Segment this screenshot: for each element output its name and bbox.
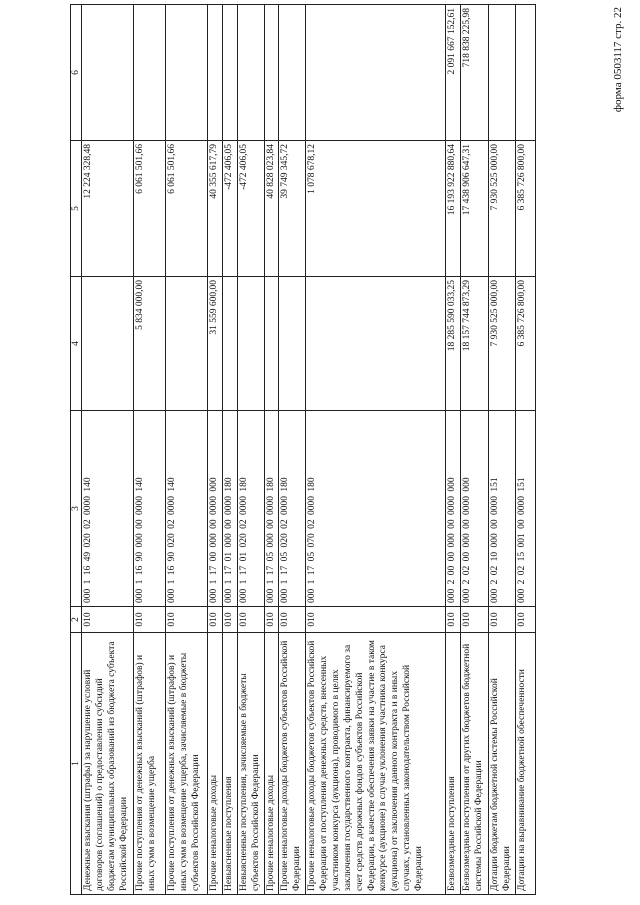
row-approved-amount (279, 277, 306, 411)
row-line-code: 010 (264, 607, 279, 633)
column-number: 1 (71, 633, 82, 895)
row-unexecuted-amount (82, 5, 134, 141)
column-number: 3 (71, 411, 82, 607)
row-unexecuted-amount (208, 5, 223, 141)
column-number: 2 (71, 607, 82, 633)
row-approved-amount (264, 277, 279, 411)
row-executed-amount: 40 828 023,84 (264, 141, 279, 277)
row-line-code: 010 (279, 607, 306, 633)
row-unexecuted-amount (166, 5, 208, 141)
row-approved-amount (306, 277, 446, 411)
row-executed-amount: 40 355 617,79 (208, 141, 223, 277)
row-line-code: 010 (461, 607, 489, 633)
column-number-row (71, 5, 82, 895)
table-row (134, 5, 166, 895)
table-row (82, 5, 134, 895)
row-unexecuted-amount (279, 5, 306, 141)
row-income-code: 000 1 17 05 070 02 0000 180 (306, 411, 446, 607)
row-income-code: 000 2 02 00 000 00 0000 000 (461, 411, 489, 607)
row-name: Невыясненные поступления (222, 633, 237, 895)
row-income-code: 000 1 16 90 000 00 0000 140 (134, 411, 166, 607)
column-number: 6 (71, 5, 82, 141)
row-approved-amount: 18 285 590 033,25 (446, 277, 461, 411)
row-name: Прочие поступления от денежных взысканий (штрафов) и иных сумм в возмещение ущерба, зачисляемые в бюджеты субъектов Российской Федерации (166, 633, 208, 895)
row-line-code: 010 (208, 607, 223, 633)
table-row (489, 5, 516, 895)
row-executed-amount: 12 224 328,48 (82, 141, 134, 277)
row-income-code: 000 1 16 90 020 02 0000 140 (166, 411, 208, 607)
row-executed-amount: 39 749 345,72 (279, 141, 306, 277)
row-approved-amount: 7 930 525 000,00 (489, 277, 516, 411)
table-row (279, 5, 306, 895)
row-executed-amount: -472 406,05 (237, 141, 264, 277)
row-line-code: 010 (166, 607, 208, 633)
row-executed-amount: 7 930 525 000,00 (489, 141, 516, 277)
row-unexecuted-amount (134, 5, 166, 141)
row-line-code: 010 (306, 607, 446, 633)
row-approved-amount: 18 157 744 873,29 (461, 277, 489, 411)
row-line-code: 010 (237, 607, 264, 633)
row-approved-amount: 5 834 000,00 (134, 277, 166, 411)
row-name: Прочие неналоговые доходы (264, 633, 279, 895)
row-income-code: 000 1 17 00 000 00 0000 000 (208, 411, 223, 607)
row-unexecuted-amount (237, 5, 264, 141)
row-income-code: 000 1 17 05 000 00 0000 180 (264, 411, 279, 607)
row-line-code: 010 (515, 607, 535, 633)
table-row (166, 5, 208, 895)
row-unexecuted-amount (264, 5, 279, 141)
row-name: Невыясненные поступления, зачисляемые в бюджеты субъектов Российской Федерации (237, 633, 264, 895)
budget-report-table (70, 4, 536, 895)
table-row (237, 5, 264, 895)
row-income-code: 000 2 02 10 000 00 0000 151 (489, 411, 516, 607)
table-row (222, 5, 237, 895)
row-income-code: 000 1 17 01 020 02 0000 180 (237, 411, 264, 607)
form-number-label: форма 0503117 стр. 22 (612, 7, 624, 113)
row-unexecuted-amount (515, 5, 535, 141)
column-number: 4 (71, 277, 82, 411)
row-name: Прочие неналоговые доходы (208, 633, 223, 895)
row-name: Дотации на выравнивание бюджетной обеспеченности (515, 633, 535, 895)
row-income-code: 000 2 00 00 000 00 0000 000 (446, 411, 461, 607)
row-executed-amount: 6 061 501,66 (166, 141, 208, 277)
row-executed-amount: 17 438 906 647,31 (461, 141, 489, 277)
row-executed-amount: 16 193 922 880,64 (446, 141, 461, 277)
row-unexecuted-amount (489, 5, 516, 141)
table-row (446, 5, 461, 895)
row-name: Безвозмездные поступления от других бюджетов бюджетной системы Российской Федерации (461, 633, 489, 895)
row-approved-amount (82, 277, 134, 411)
row-approved-amount: 31 559 600,00 (208, 277, 223, 411)
row-executed-amount: 6 061 501,66 (134, 141, 166, 277)
row-unexecuted-amount (306, 5, 446, 141)
row-executed-amount: -472 406,05 (222, 141, 237, 277)
row-income-code: 000 1 16 49 020 02 0000 140 (82, 411, 134, 607)
table-row (515, 5, 535, 895)
row-executed-amount: 6 385 726 800,00 (515, 141, 535, 277)
row-approved-amount (166, 277, 208, 411)
table-row (306, 5, 446, 895)
row-name: Прочие неналоговые доходы бюджетов субъектов Российской Федерации (279, 633, 306, 895)
table-row (208, 5, 223, 895)
row-name: Прочие поступления от денежных взысканий (штрафов) и иных сумм в возмещение ущерба (134, 633, 166, 895)
row-approved-amount (222, 277, 237, 411)
row-line-code: 010 (446, 607, 461, 633)
row-line-code: 010 (134, 607, 166, 633)
row-name: Денежные взыскания (штрафы) за нарушение условий договоров (соглашений) о предоставлении субсидий бюджетам муниципальных образований из бюджета субъекта Российской Федерации (82, 633, 134, 895)
row-approved-amount: 6 385 726 800,00 (515, 277, 535, 411)
row-name: Дотации бюджетам бюджетной системы Российской Федерации (489, 633, 516, 895)
row-unexecuted-amount: 2 091 667 152,61 (446, 5, 461, 141)
row-line-code: 010 (489, 607, 516, 633)
row-unexecuted-amount (222, 5, 237, 141)
table-row (461, 5, 489, 895)
row-income-code: 000 1 17 01 000 00 0000 180 (222, 411, 237, 607)
column-number: 5 (71, 141, 82, 277)
row-line-code: 010 (222, 607, 237, 633)
table-row (264, 5, 279, 895)
row-executed-amount: 1 078 678,12 (306, 141, 446, 277)
row-income-code: 000 1 17 05 020 02 0000 180 (279, 411, 306, 607)
row-income-code: 000 2 02 15 001 00 0000 151 (515, 411, 535, 607)
row-name: Прочие неналоговые доходы бюджетов субъектов Российской Федерации от поступления денежных средств, внесенных участником конкурса (аукциона), проводимого в целях заключения государственного контракта, финансируемого за счет средств дорожных фондов субъектов Российской Федерации, в качестве обеспечения заявки на участие в таком конкурсе (аукционе) в случае уклонения участника конкурса (аукциона) от заключения данного контракта и в иных случаях, установленных законодательством Российской Федерации (306, 633, 446, 895)
row-approved-amount (237, 277, 264, 411)
row-line-code: 010 (82, 607, 134, 633)
row-unexecuted-amount: 718 838 225,98 (461, 5, 489, 141)
row-name: Безвозмездные поступления (446, 633, 461, 895)
